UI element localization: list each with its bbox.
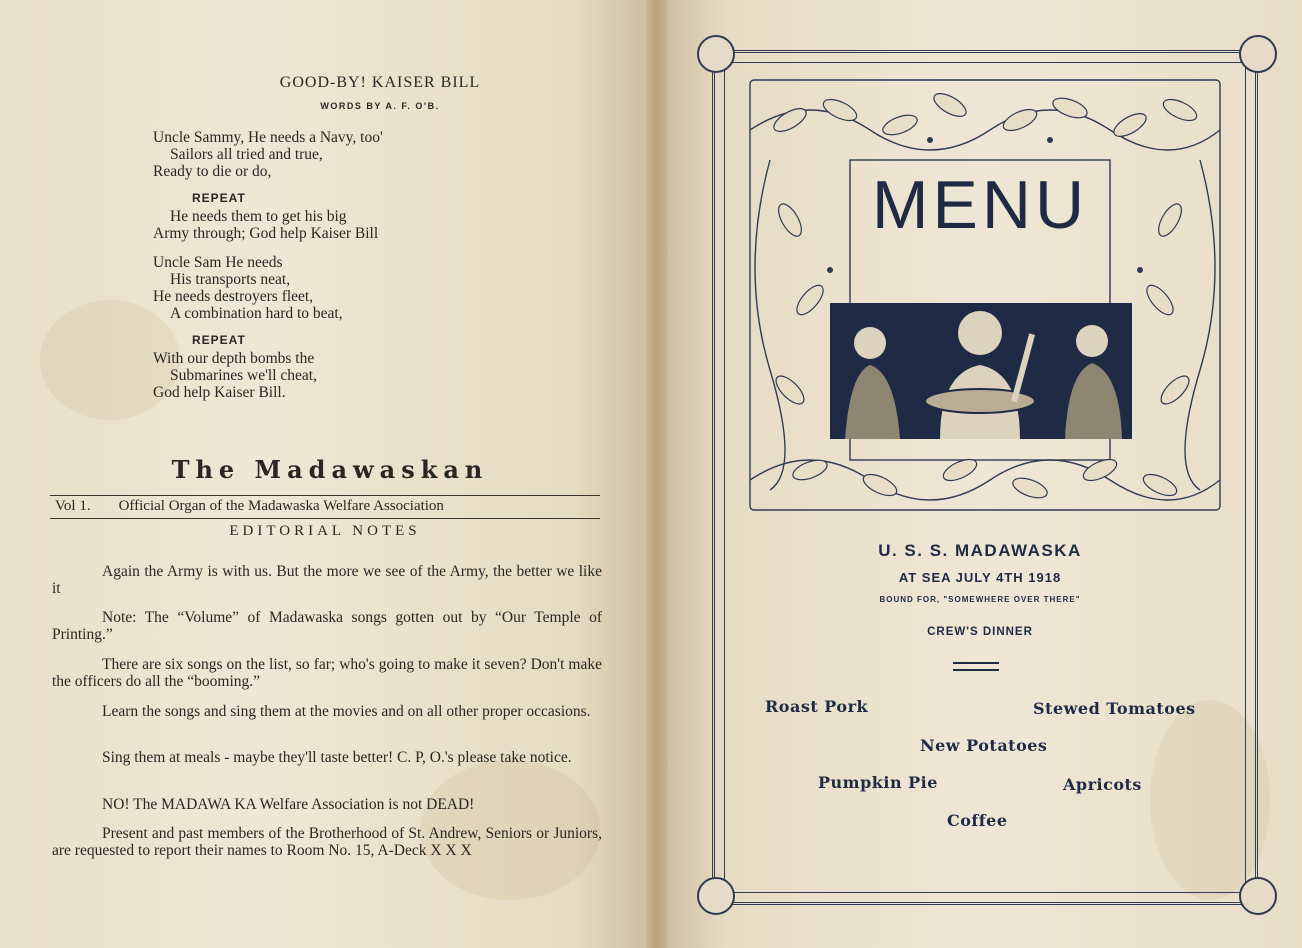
dish-coffee: Coffee — [947, 811, 1008, 830]
corner-ornament — [1239, 35, 1277, 73]
newsletter-masthead: The Madawaskan — [171, 455, 489, 484]
volume-line — [55, 498, 600, 515]
editorial-paragraph: Present and past members of the Brotherhood of St. Andrew, Seniors or Juniors, are requested to report their names to Room No. 15, A-Deck X X X — [52, 825, 602, 859]
date-line: AT SEA JULY 4TH 1918 — [898, 570, 1062, 585]
verse-line: Uncle Sam He needs — [153, 254, 283, 271]
divider — [50, 518, 600, 519]
verse-line: A combination hard to beat, — [170, 305, 343, 322]
verse-line: God help Kaiser Bill. — [153, 384, 286, 401]
verse-line: Army through; God help Kaiser Bill — [153, 225, 379, 242]
verse-line: His transports neat, — [170, 271, 291, 288]
ship-name: U. S. S. MADAWASKA — [878, 541, 1082, 560]
song-repeat-2 — [153, 350, 317, 401]
editorial-heading: EDITORIAL NOTES — [229, 523, 421, 539]
editorial-paragraph: Learn the songs and sing them at the movies and on all other proper occasions. — [102, 703, 591, 720]
divider — [50, 495, 600, 496]
song-title: GOOD-BY! KAISER BILL — [279, 74, 481, 91]
editorial-paragraph: Again the Army is with us. But the more we see of the Army, the better we like it — [52, 563, 602, 597]
editorial-paragraph: NO! The MADAWA KA Welfare Association is not DEAD! — [102, 796, 475, 813]
repeat-label: REPEAT — [192, 191, 246, 205]
song-credit: WORDS BY A. F. O'B. — [320, 101, 440, 111]
verse-line: Uncle Sammy, He needs a Navy, too' — [153, 129, 383, 146]
dish-stewed-tomatoes: Stewed Tomatoes — [1033, 699, 1196, 718]
song-repeat-1 — [153, 208, 378, 242]
editorial-paragraph: Sing them at meals - maybe they'll taste better! C. P, O.'s please take notice. — [102, 749, 572, 766]
verse-line: Ready to die or do, — [153, 163, 272, 180]
editorial-paragraph: There are six songs on the list, so far; who's going to make it seven? Don't make the officers do all the “booming.” — [52, 656, 602, 690]
corner-ornament — [1239, 877, 1277, 915]
verse-line: With our depth bombs the — [153, 350, 315, 367]
floral-ornament — [730, 70, 1240, 530]
volume-number: Vol 1. — [55, 498, 91, 514]
verse-line: Submarines we'll cheat, — [170, 367, 317, 384]
corner-ornament — [697, 35, 735, 73]
verse-line: Sailors all tried and true, — [170, 146, 323, 163]
dish-pumpkin-pie: Pumpkin Pie — [818, 773, 938, 792]
editorial-paragraph: Note: The “Volume” of Madawaska songs gotten out by “Our Temple of Printing.” — [52, 609, 602, 643]
menu-title: MENU — [871, 167, 1089, 243]
song-verse-2 — [153, 254, 343, 322]
crew-dinner-label: CREW'S DINNER — [927, 626, 1033, 638]
dish-new-potatoes: New Potatoes — [920, 736, 1048, 755]
repeat-label: REPEAT — [192, 333, 246, 347]
organ-description: Official Organ of the Madawaska Welfare Association — [118, 498, 444, 514]
verse-line: He needs destroyers fleet, — [153, 288, 314, 305]
illustration-image — [830, 303, 1132, 439]
dish-roast-pork: Roast Pork — [765, 697, 869, 716]
double-divider — [953, 662, 999, 671]
dish-apricots: Apricots — [1063, 775, 1142, 794]
corner-ornament — [697, 877, 735, 915]
verse-line: He needs them to get his big — [170, 208, 347, 225]
book-spine — [646, 0, 668, 948]
song-verse-1 — [153, 129, 383, 180]
destination-line: BOUND FOR, "SOMEWHERE OVER THERE" — [879, 595, 1081, 604]
